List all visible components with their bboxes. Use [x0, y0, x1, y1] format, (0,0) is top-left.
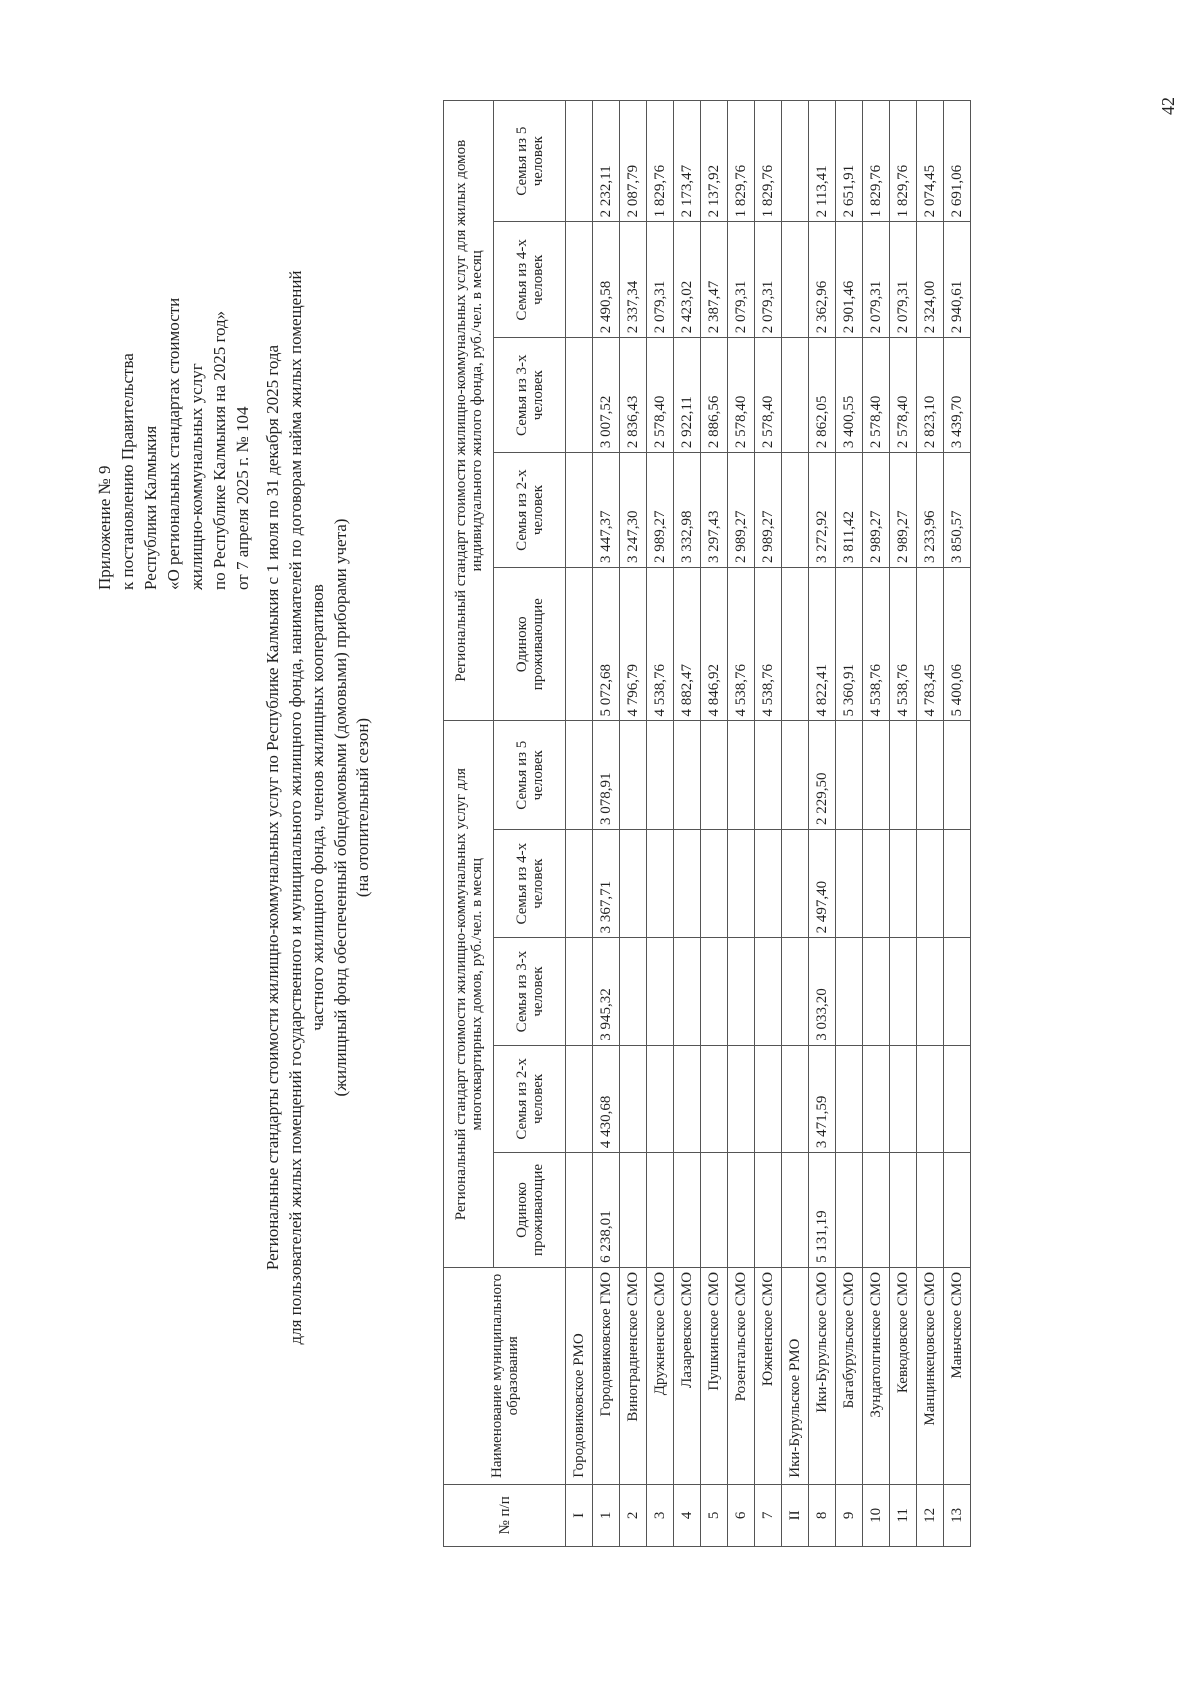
- multi-apartment-value: [836, 721, 863, 829]
- multi-apartment-value: [944, 721, 971, 829]
- individual-house-value: 2 836,43: [620, 338, 647, 453]
- municipality-name: Зундатолгинское СМО: [863, 1267, 890, 1484]
- individual-house-value: 4 822,41: [809, 568, 836, 722]
- municipality-name: Маньчское СМО: [944, 1267, 971, 1484]
- table-row: [917, 101, 944, 1547]
- appendix-line: Приложение № 9: [95, 465, 114, 590]
- individual-house-value: 5 360,91: [836, 568, 863, 722]
- multi-apartment-value: [917, 938, 944, 1045]
- table-row: [620, 101, 647, 1547]
- individual-house-value: [782, 338, 809, 453]
- header-sub: Семья из 4-х человек: [494, 222, 566, 338]
- header-group-individual: Региональный стандарт стоимости жилищно-коммунальных услуг для жилых домов индивидуального жилого фонда, руб./чел. в месяц: [444, 101, 494, 722]
- row-number: 3: [647, 1484, 674, 1546]
- header-num: № п/п: [444, 1484, 566, 1546]
- municipality-name: Ики-Бурульское РМО: [782, 1267, 809, 1484]
- multi-apartment-value: [782, 829, 809, 937]
- header-name: Наименование муниципального образования: [444, 1267, 566, 1484]
- row-number: 5: [701, 1484, 728, 1546]
- individual-house-value: 2 113,41: [809, 101, 836, 222]
- individual-house-value: 2 989,27: [890, 453, 917, 568]
- standards-table: [443, 100, 971, 1547]
- table-row: [944, 101, 971, 1547]
- multi-apartment-value: [863, 1045, 890, 1152]
- multi-apartment-value: [836, 829, 863, 937]
- municipality-name: Багабурульское СМО: [836, 1267, 863, 1484]
- individual-house-value: [782, 568, 809, 722]
- individual-house-value: 1 829,76: [755, 101, 782, 222]
- individual-house-value: 3 007,52: [593, 338, 620, 453]
- multi-apartment-value: [620, 1153, 647, 1268]
- multi-apartment-value: [701, 938, 728, 1045]
- table-row: [647, 101, 674, 1547]
- individual-house-value: 3 811,42: [836, 453, 863, 568]
- individual-house-value: 2 691,06: [944, 101, 971, 222]
- header-group-multi: Региональный стандарт стоимости жилищно-коммунальных услуг для многоквартирных домов, руб./чел. в месяц: [444, 721, 494, 1267]
- multi-apartment-value: [728, 721, 755, 829]
- appendix-line: к постановлению Правительства: [118, 353, 137, 590]
- multi-apartment-value: [674, 721, 701, 829]
- row-number: 11: [890, 1484, 917, 1546]
- individual-house-value: 2 074,45: [917, 101, 944, 222]
- multi-apartment-value: [782, 721, 809, 829]
- row-number: 13: [944, 1484, 971, 1546]
- table-row: [674, 101, 701, 1547]
- row-number: II: [782, 1484, 809, 1546]
- individual-house-value: 2 578,40: [728, 338, 755, 453]
- row-number: 1: [593, 1484, 620, 1546]
- municipality-name: Южненское СМО: [755, 1267, 782, 1484]
- document-title: [262, 220, 375, 1395]
- individual-house-value: 2 079,31: [863, 222, 890, 338]
- individual-house-value: 2 940,61: [944, 222, 971, 338]
- individual-house-value: 3 439,70: [944, 338, 971, 453]
- multi-apartment-value: [728, 1045, 755, 1152]
- individual-house-value: 4 846,92: [701, 568, 728, 722]
- multi-apartment-value: 4 430,68: [593, 1045, 620, 1152]
- individual-house-value: 2 362,96: [809, 222, 836, 338]
- individual-house-value: 2 578,40: [647, 338, 674, 453]
- header-sub: Семья из 3-х человек: [494, 338, 566, 453]
- multi-apartment-value: [728, 938, 755, 1045]
- multi-apartment-value: [647, 1153, 674, 1268]
- multi-apartment-value: [890, 938, 917, 1045]
- table-row: [701, 101, 728, 1547]
- multi-apartment-value: [647, 829, 674, 937]
- individual-house-value: 3 400,55: [836, 338, 863, 453]
- individual-house-value: 2 079,31: [890, 222, 917, 338]
- multi-apartment-value: [890, 1153, 917, 1268]
- multi-apartment-value: [917, 1153, 944, 1268]
- appendix-line: жилищно-коммунальных услуг: [187, 363, 206, 590]
- multi-apartment-value: [755, 938, 782, 1045]
- table-group-row: [566, 101, 593, 1547]
- individual-house-value: 2 989,27: [863, 453, 890, 568]
- multi-apartment-value: [755, 1153, 782, 1268]
- individual-house-value: 1 829,76: [863, 101, 890, 222]
- individual-house-value: 2 137,92: [701, 101, 728, 222]
- table-row: [593, 101, 620, 1547]
- table-row: [863, 101, 890, 1547]
- multi-apartment-value: [674, 829, 701, 937]
- individual-house-value: 3 332,98: [674, 453, 701, 568]
- multi-apartment-value: [674, 938, 701, 1045]
- multi-apartment-value: [944, 1045, 971, 1152]
- multi-apartment-value: [863, 829, 890, 937]
- individual-house-value: 5 400,06: [944, 568, 971, 722]
- municipality-name: Городовиковское ГМО: [593, 1267, 620, 1484]
- individual-house-value: 1 829,76: [728, 101, 755, 222]
- individual-house-value: 2 337,34: [620, 222, 647, 338]
- individual-house-value: 5 072,68: [593, 568, 620, 722]
- page-number: 42: [1158, 97, 1178, 115]
- multi-apartment-value: 3 033,20: [809, 938, 836, 1045]
- title-line: частного жилищного фонда, членов жилищных кооперативов: [308, 584, 327, 1031]
- header-sub: Семья из 2-х человек: [494, 453, 566, 568]
- multi-apartment-value: [728, 829, 755, 937]
- individual-house-value: 2 173,47: [674, 101, 701, 222]
- title-line: (жилищный фонд обеспеченный общедомовыми (домовыми) приборами учета): [330, 518, 350, 1097]
- individual-house-value: 1 829,76: [890, 101, 917, 222]
- multi-apartment-value: 3 367,71: [593, 829, 620, 937]
- individual-house-value: 2 387,47: [701, 222, 728, 338]
- individual-house-value: 2 578,40: [755, 338, 782, 453]
- row-number: 12: [917, 1484, 944, 1546]
- title-line: Региональные стандарты стоимости жилищно-коммунальных услуг по Республике Калмыкия с 1 июля по 31 декабря 2025 года: [263, 344, 282, 1271]
- multi-apartment-value: [674, 1153, 701, 1268]
- individual-house-value: 1 829,76: [647, 101, 674, 222]
- individual-house-value: [566, 338, 593, 453]
- multi-apartment-value: [782, 1045, 809, 1152]
- header-sub: Одиноко проживающие: [494, 1153, 566, 1268]
- table-group-row: [782, 101, 809, 1547]
- individual-house-value: 2 079,31: [755, 222, 782, 338]
- multi-apartment-value: [782, 1153, 809, 1268]
- table-body: [566, 101, 971, 1547]
- individual-house-value: 3 272,92: [809, 453, 836, 568]
- individual-house-value: 4 538,76: [728, 568, 755, 722]
- municipality-name: Дружненское СМО: [647, 1267, 674, 1484]
- appendix-line: по Республике Калмыкия на 2025 год»: [210, 310, 229, 590]
- multi-apartment-value: [674, 1045, 701, 1152]
- header-sub: Одиноко проживающие: [494, 568, 566, 722]
- individual-house-value: 2 423,02: [674, 222, 701, 338]
- multi-apartment-value: 6 238,01: [593, 1153, 620, 1268]
- multi-apartment-value: [755, 829, 782, 937]
- multi-apartment-value: [701, 721, 728, 829]
- individual-house-value: 2 490,58: [593, 222, 620, 338]
- row-number: 4: [674, 1484, 701, 1546]
- multi-apartment-value: [863, 1153, 890, 1268]
- individual-house-value: 4 882,47: [674, 568, 701, 722]
- municipality-name: Ики-Бурульское СМО: [809, 1267, 836, 1484]
- appendix-line: «О региональных стандартах стоимости: [164, 297, 183, 590]
- individual-house-value: 2 922,11: [674, 338, 701, 453]
- appendix-line: от 7 апреля 2025 г. № 104: [233, 406, 252, 590]
- multi-apartment-value: 3 945,32: [593, 938, 620, 1045]
- multi-apartment-value: [620, 1045, 647, 1152]
- individual-house-value: 4 538,76: [863, 568, 890, 722]
- individual-house-value: [566, 453, 593, 568]
- multi-apartment-value: [647, 938, 674, 1045]
- multi-apartment-value: [836, 938, 863, 1045]
- multi-apartment-value: [755, 1045, 782, 1152]
- row-number: 6: [728, 1484, 755, 1546]
- row-number: 8: [809, 1484, 836, 1546]
- individual-house-value: 3 850,57: [944, 453, 971, 568]
- multi-apartment-value: [701, 1045, 728, 1152]
- individual-house-value: 2 989,27: [728, 453, 755, 568]
- multi-apartment-value: [620, 938, 647, 1045]
- individual-house-value: [782, 101, 809, 222]
- multi-apartment-value: [620, 829, 647, 937]
- individual-house-value: 4 783,45: [917, 568, 944, 722]
- individual-house-value: 4 796,79: [620, 568, 647, 722]
- table-row: [728, 101, 755, 1547]
- individual-house-value: 2 989,27: [755, 453, 782, 568]
- individual-house-value: 4 538,76: [755, 568, 782, 722]
- multi-apartment-value: [944, 938, 971, 1045]
- row-number: 10: [863, 1484, 890, 1546]
- multi-apartment-value: [863, 721, 890, 829]
- title-line: для пользователей жилых помещений государственного и муниципального жилищного фонда, нанимателей по договорам найма жилых помещений: [285, 270, 305, 1345]
- multi-apartment-value: [917, 1045, 944, 1152]
- multi-apartment-value: [620, 721, 647, 829]
- table-row: [809, 101, 836, 1547]
- multi-apartment-value: [647, 1045, 674, 1152]
- individual-house-value: [782, 453, 809, 568]
- individual-house-value: 2 823,10: [917, 338, 944, 453]
- multi-apartment-value: 2 229,50: [809, 721, 836, 829]
- individual-house-value: 4 538,76: [647, 568, 674, 722]
- multi-apartment-value: [728, 1153, 755, 1268]
- individual-house-value: 3 297,43: [701, 453, 728, 568]
- multi-apartment-value: 2 497,40: [809, 829, 836, 937]
- individual-house-value: 2 232,11: [593, 101, 620, 222]
- title-line: (на отопительный сезон): [353, 717, 372, 898]
- individual-house-value: [566, 568, 593, 722]
- multi-apartment-value: [890, 721, 917, 829]
- multi-apartment-value: [566, 938, 593, 1045]
- individual-house-value: 2 079,31: [647, 222, 674, 338]
- multi-apartment-value: [944, 1153, 971, 1268]
- appendix-header: [93, 298, 254, 590]
- multi-apartment-value: [701, 1153, 728, 1268]
- appendix-line: Республики Калмыкия: [141, 425, 160, 590]
- individual-house-value: 3 233,96: [917, 453, 944, 568]
- multi-apartment-value: [917, 829, 944, 937]
- header-sub: Семья из 4-х человек: [494, 829, 566, 937]
- individual-house-value: 3 447,37: [593, 453, 620, 568]
- individual-house-value: 2 989,27: [647, 453, 674, 568]
- multi-apartment-value: [863, 938, 890, 1045]
- individual-house-value: 4 538,76: [890, 568, 917, 722]
- municipality-name: Лазаревское СМО: [674, 1267, 701, 1484]
- multi-apartment-value: [566, 1045, 593, 1152]
- municipality-name: Розентальское СМО: [728, 1267, 755, 1484]
- individual-house-value: 2 651,91: [836, 101, 863, 222]
- table-row: [890, 101, 917, 1547]
- individual-house-value: 3 247,30: [620, 453, 647, 568]
- multi-apartment-value: 3 471,59: [809, 1045, 836, 1152]
- multi-apartment-value: [836, 1153, 863, 1268]
- row-number: I: [566, 1484, 593, 1546]
- multi-apartment-value: [782, 938, 809, 1045]
- multi-apartment-value: [944, 829, 971, 937]
- multi-apartment-value: [566, 1153, 593, 1268]
- municipality-name: Пушкинское СМО: [701, 1267, 728, 1484]
- individual-house-value: [782, 222, 809, 338]
- header-sub: Семья из 5 человек: [494, 721, 566, 829]
- individual-house-value: [566, 222, 593, 338]
- multi-apartment-value: 5 131,19: [809, 1153, 836, 1268]
- multi-apartment-value: [566, 721, 593, 829]
- multi-apartment-value: [836, 1045, 863, 1152]
- municipality-name: Кевюдовское СМО: [890, 1267, 917, 1484]
- row-number: 2: [620, 1484, 647, 1546]
- individual-house-value: 2 901,46: [836, 222, 863, 338]
- municipality-name: Городовиковское РМО: [566, 1267, 593, 1484]
- multi-apartment-value: [890, 1045, 917, 1152]
- multi-apartment-value: 3 078,91: [593, 721, 620, 829]
- multi-apartment-value: [566, 829, 593, 937]
- table-row: [836, 101, 863, 1547]
- multi-apartment-value: [755, 721, 782, 829]
- individual-house-value: 2 886,56: [701, 338, 728, 453]
- individual-house-value: 2 862,05: [809, 338, 836, 453]
- table-row: [755, 101, 782, 1547]
- header-sub: Семья из 2-х человек: [494, 1045, 566, 1152]
- municipality-name: Виноградненское СМО: [620, 1267, 647, 1484]
- multi-apartment-value: [647, 721, 674, 829]
- individual-house-value: 2 324,00: [917, 222, 944, 338]
- individual-house-value: [566, 101, 593, 222]
- multi-apartment-value: [701, 829, 728, 937]
- multi-apartment-value: [890, 829, 917, 937]
- row-number: 9: [836, 1484, 863, 1546]
- municipality-name: Манцинкецовское СМО: [917, 1267, 944, 1484]
- individual-house-value: 2 578,40: [890, 338, 917, 453]
- individual-house-value: 2 087,79: [620, 101, 647, 222]
- header-sub: Семья из 3-х человек: [494, 938, 566, 1045]
- individual-house-value: 2 079,31: [728, 222, 755, 338]
- individual-house-value: 2 578,40: [863, 338, 890, 453]
- header-sub: Семья из 5 человек: [494, 101, 566, 222]
- row-number: 7: [755, 1484, 782, 1546]
- multi-apartment-value: [917, 721, 944, 829]
